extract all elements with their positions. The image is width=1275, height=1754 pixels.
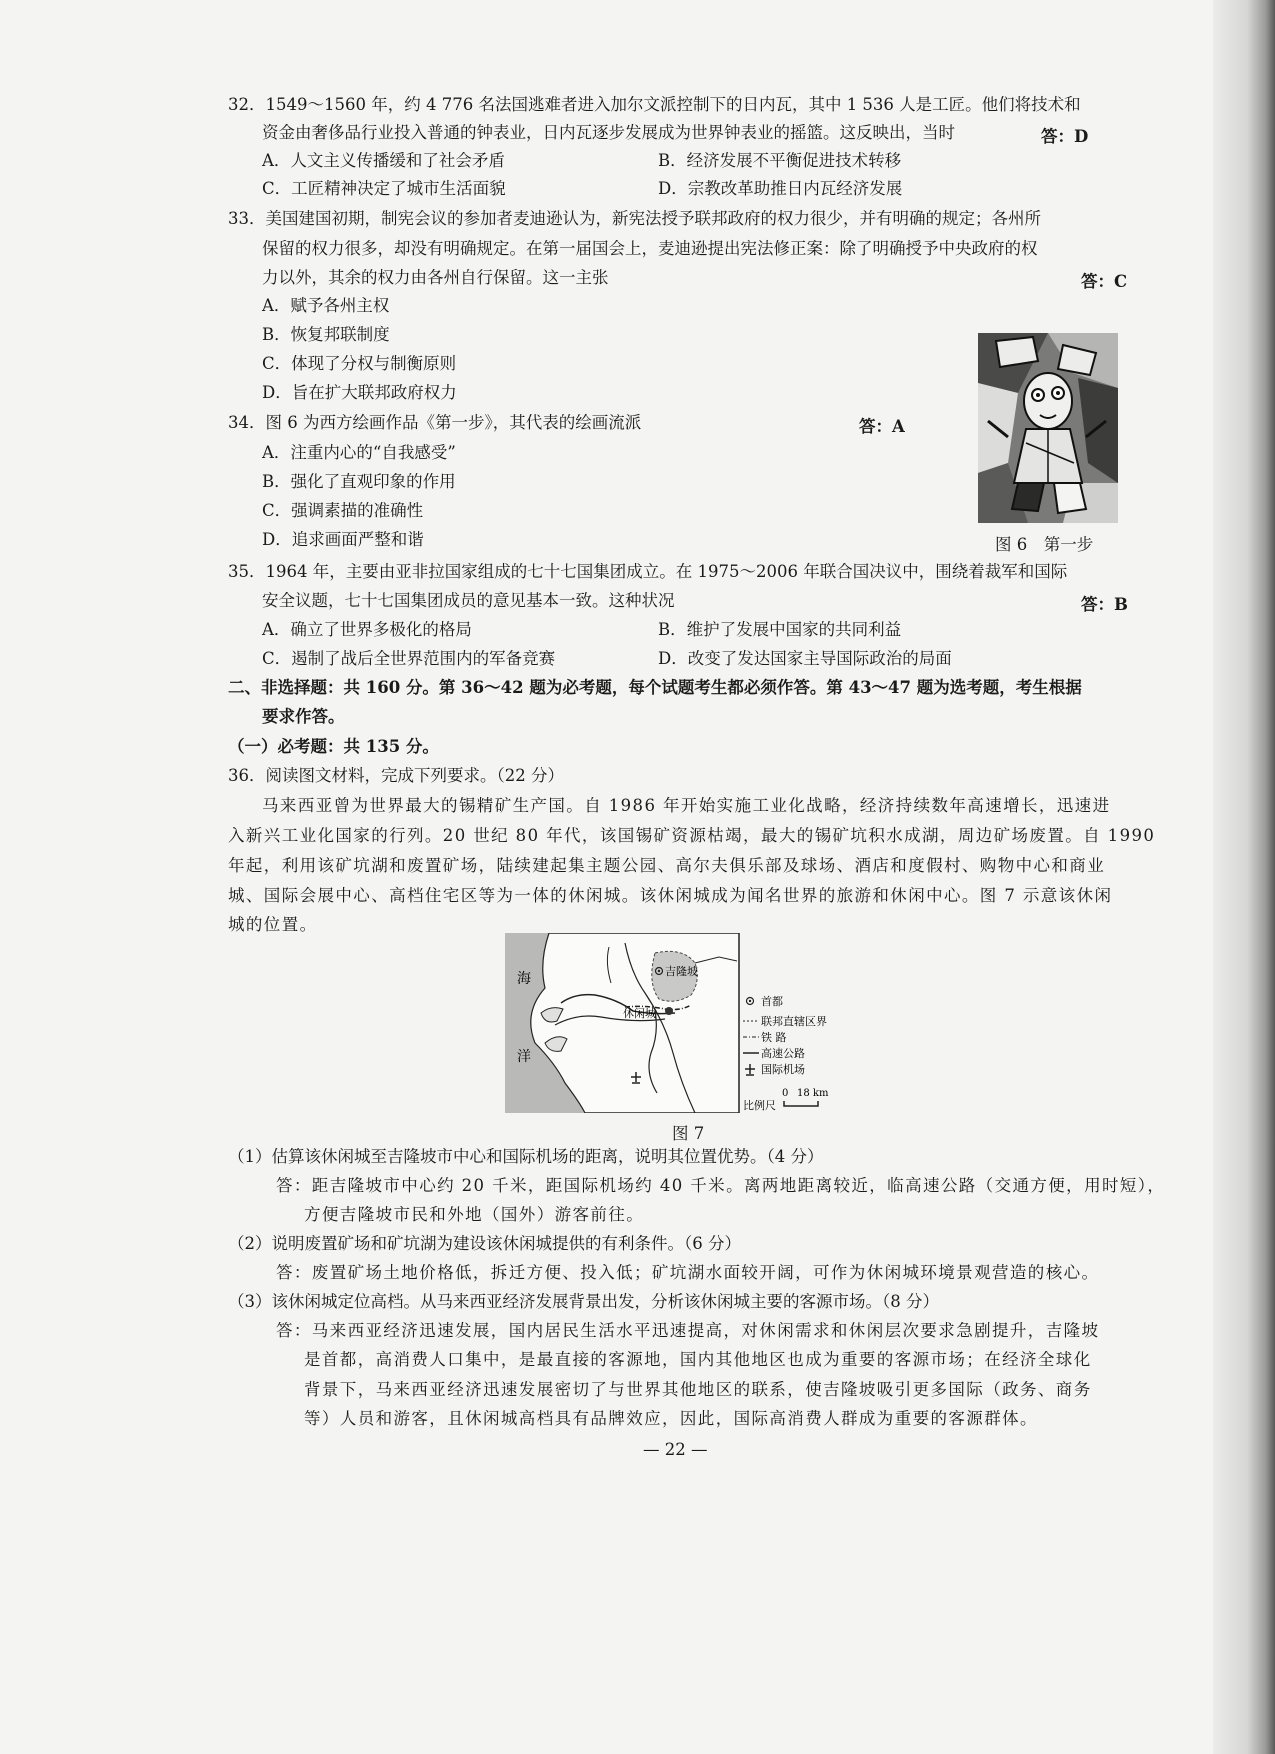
q35-line1: 35．1964 年，主要由亚非拉国家组成的七十七国集团成立。在 1975～2006 年联合国决议中，围绕着裁军和国际 (228, 562, 1068, 581)
q36-material-line2: 入新兴工业化国家的行列。20 世纪 80 年代，该国锡矿资源枯竭，最大的锡矿坑积水成湖，周边矿场废置。自 1990 (228, 826, 1156, 845)
q36-sub1-question: （1）估算该休闲城至吉隆坡市中心和国际机场的距离，说明其位置优势。（4 分） (228, 1147, 824, 1166)
scale-value: 18 km (797, 1088, 829, 1099)
q36-sub3-answer-line3: 背景下，马来西亚经济迅速发展密切了与世界其他地区的联系，使吉隆坡吸引更多国际（政务、商务 (304, 1380, 1092, 1399)
q35-answer: 答：B (1081, 595, 1128, 614)
q33-line2: 保留的权力很多，却没有明确规定。在第一届国会上，麦迪逊提出宪法修正案：除了明确授予中央政府的权 (262, 239, 1038, 258)
q34-option-b: B．强化了直观印象的作用 (262, 472, 456, 491)
q35-option-c: C．遏制了战后全世界范围内的军备竞赛 (262, 649, 556, 668)
section2-line1: 二、非选择题：共 160 分。第 36～42 题为必考题，每个试题考生都必须作答。第 43～47 题为选考题，考生根据 (228, 678, 1082, 697)
q35-line2: 安全议题，七十七国集团成员的意见基本一致。这种状况 (262, 591, 675, 610)
q33-answer: 答：C (1081, 272, 1128, 291)
scale-label: 比例尺 (743, 1099, 776, 1112)
scale-zero: 0 (782, 1088, 789, 1099)
map-sea-label-1: 海 (517, 971, 531, 987)
q36-sub1-answer-line1: 答：距吉隆坡市中心约 20 千米，距国际机场约 40 千米。离两地距离较近，临高速公路（交通方便，用时短）， (276, 1176, 1166, 1195)
q32-answer: 答：D (1041, 127, 1089, 146)
map-label-kuala-lumpur: 吉隆坡 (665, 965, 698, 978)
q35-option-b: B．维护了发展中国家的共同利益 (658, 620, 902, 639)
q34-option-c: C．强调素描的准确性 (262, 501, 424, 520)
section2-sub1: （一）必考题：共 135 分。 (228, 737, 439, 756)
q36-intro: 36．阅读图文材料，完成下列要求。（22 分） (228, 766, 564, 785)
q34-option-d: D．追求画面严整和谐 (262, 530, 424, 549)
q32-option-c: C．工匠精神决定了城市生活面貌 (262, 179, 506, 198)
legend-border: 联邦直辖区界 (761, 1015, 827, 1028)
q33-option-d: D．旨在扩大联邦政府权力 (262, 383, 457, 402)
scan-edge-shadow (1213, 0, 1275, 1754)
q36-sub3-question: （3）该休闲城定位高档。从马来西亚经济发展背景出发，分析该休闲城主要的客源市场。（8 分） (228, 1292, 939, 1311)
q36-material-line1: 马来西亚曾为世界最大的锡精矿生产国。自 1986 年开始实施工业化战略，经济持续数年高速增长，迅速进 (262, 796, 1111, 815)
q36-sub2-answer-line1: 答：废置矿场土地价格低，拆迁方便、投入低；矿坑湖水面较开阔，可作为休闲城环境景观营造的核心。 (276, 1263, 1100, 1282)
figure6-painting (978, 333, 1118, 523)
page-number: — 22 — (643, 1440, 708, 1459)
q36-material-line3: 年起，利用该矿坑湖和废置矿场，陆续建起集主题公园、高尔夫俱乐部及球场、酒店和度假村、购物中心和商业 (228, 856, 1106, 875)
q36-sub1-answer-line2: 方便吉隆坡市民和外地（国外）游客前往。 (304, 1205, 645, 1224)
legend-capital: 首都 (761, 995, 783, 1008)
legend-railway: 铁 路 (761, 1031, 787, 1044)
q36-sub3-answer-line4: 等）人员和游客，且休闲城高档具有品牌效应，因此，国际高消费人群成为重要的客源群体。 (304, 1409, 1038, 1428)
q35-option-d: D．改变了发达国家主导国际政治的局面 (658, 649, 952, 668)
q32-line2: 资金由奢侈品行业投入普通的钟表业，日内瓦逐步发展成为世界钟表业的摇篮。这反映出，当时 (262, 123, 955, 142)
q34-option-a: A．注重内心的“自我感受” (262, 443, 456, 462)
q32-line1: 32．1549～1560 年，约 4 776 名法国逃难者进入加尔文派控制下的日内瓦，其中 1 536 人是工匠。他们将技术和 (228, 95, 1081, 114)
q36-material-line4: 城、国际会展中心、高档住宅区等为一体的休闲城。该休闲城成为闻名世界的旅游和休闲中心。图 7 示意该休闲 (228, 886, 1113, 905)
figure7-map (505, 933, 859, 1113)
q35-option-a: A．确立了世界多极化的格局 (262, 620, 472, 639)
q33-line1: 33．美国建国初期，制宪会议的参加者麦迪逊认为，新宪法授予联邦政府的权力很少，并有明确的规定；各州所 (228, 209, 1041, 228)
q36-sub3-answer-line2: 是首都，高消费人口集中，是最直接的客源地，国内其他地区也成为重要的客源市场；在经济全球化 (304, 1350, 1092, 1369)
q33-option-a: A．赋予各州主权 (262, 296, 390, 315)
q34-line1: 34．图 6 为西方绘画作品《第一步》，其代表的绘画流派 (228, 413, 642, 432)
q36-sub2-question: （2）说明废置矿场和矿坑湖为建设该休闲城提供的有利条件。（6 分） (228, 1234, 741, 1253)
q33-line3: 力以外，其余的权力由各州自行保留。这一主张 (262, 268, 609, 287)
q34-answer: 答：A (859, 417, 905, 436)
figure6-caption: 图 6 第一步 (995, 535, 1094, 554)
q36-sub3-answer-line1: 答：马来西亚经济迅速发展，国内居民生活水平迅速提高，对休闲需求和休闲层次要求急剧提升，吉隆坡 (276, 1321, 1100, 1340)
section2-line2: 要求作答。 (262, 707, 345, 726)
q32-option-d: D．宗教改革助推日内瓦经济发展 (658, 179, 903, 198)
q32-option-a: A．人文主义传播缓和了社会矛盾 (262, 151, 505, 170)
legend-airport: 国际机场 (761, 1063, 805, 1076)
map-label-leisure-city: 休闲城 (623, 1007, 656, 1020)
q33-option-b: B．恢复邦联制度 (262, 325, 390, 344)
figure7-caption: 图 7 (672, 1124, 705, 1143)
q36-material-line5: 城的位置。 (228, 915, 318, 934)
legend-highway: 高速公路 (761, 1047, 805, 1060)
q33-option-c: C．体现了分权与制衡原则 (262, 354, 457, 373)
map-sea-label-2: 洋 (517, 1049, 531, 1065)
q32-option-b: B．经济发展不平衡促进技术转移 (658, 151, 902, 170)
